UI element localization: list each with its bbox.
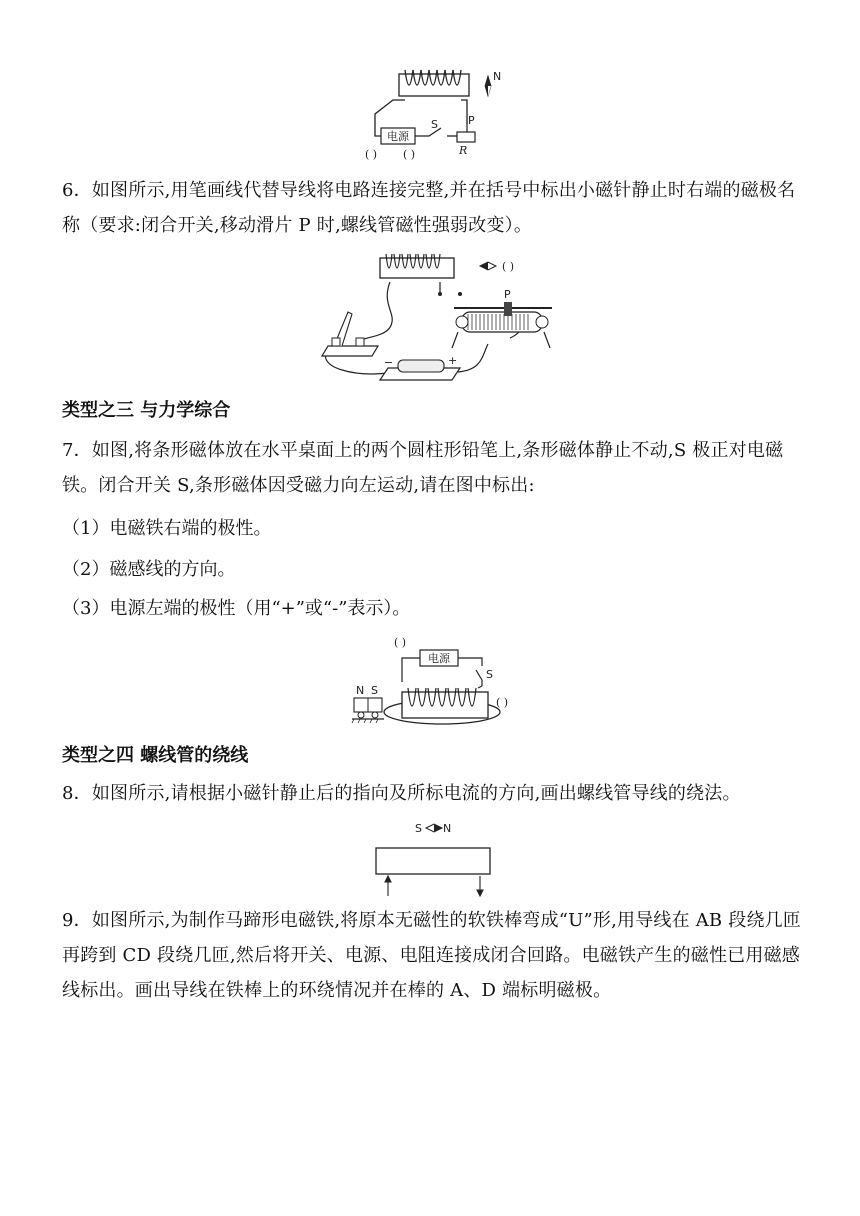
right-end-bracket: ( ) bbox=[496, 696, 509, 709]
resistor-label: R bbox=[459, 144, 468, 157]
solenoid-core bbox=[376, 848, 490, 874]
figure-q6 bbox=[312, 252, 572, 386]
section-3-heading: 类型之三 与力学综合 bbox=[62, 400, 231, 421]
current-arrows bbox=[385, 876, 483, 896]
figure-q7 bbox=[352, 634, 532, 730]
question-7-item-2: （2）磁感线的方向。 bbox=[62, 559, 236, 580]
sliding-rheostat bbox=[452, 288, 552, 348]
magnet-n-label: N bbox=[356, 684, 365, 697]
needle-bracket: ( ) bbox=[502, 260, 515, 273]
figure-q8 bbox=[374, 820, 494, 900]
rheostat-body bbox=[457, 132, 475, 142]
question-7-item-1: （1）电磁铁右端的极性。 bbox=[62, 518, 272, 539]
switch-label: S bbox=[431, 118, 438, 131]
slider-label: P bbox=[468, 114, 475, 127]
bar-magnet bbox=[352, 684, 384, 723]
needle-and-bracket bbox=[480, 260, 514, 273]
power-supply-label: 电源 bbox=[387, 130, 409, 143]
source-bracket: ( ) bbox=[394, 636, 407, 649]
question-8-text: 8．如图所示,请根据小磁针静止后的指向及所标电流的方向,画出螺线管导线的绕法。 bbox=[62, 783, 741, 804]
battery-plus: + bbox=[448, 354, 458, 367]
bracket-left: ( ) bbox=[365, 148, 378, 161]
needle-s-label: S bbox=[415, 822, 422, 835]
compass-needle bbox=[415, 822, 451, 835]
power-supply-box bbox=[381, 128, 415, 144]
battery bbox=[380, 354, 460, 380]
compass-needle bbox=[485, 70, 501, 96]
section-4-heading: 类型之四 螺线管的绕线 bbox=[62, 745, 249, 766]
question-7-text: 7．如图,将条形磁体放在水平桌面上的两个圆柱形铅笔上,条形磁体静止不动,S 极正对电磁铁。闭合开关 S,条形磁体因受磁力向左运动,请在图中标出: bbox=[62, 440, 784, 496]
switch-label: S bbox=[486, 668, 493, 681]
figure-q5 bbox=[355, 62, 515, 166]
magnet-s-label: S bbox=[371, 684, 378, 697]
battery-minus: − bbox=[384, 356, 394, 369]
bracket-right: ( ) bbox=[403, 148, 416, 161]
question-7-item-3: （3）电源左端的极性（用“+”或“-”表示）。 bbox=[62, 598, 411, 619]
power-supply-label: 电源 bbox=[428, 652, 450, 665]
north-label: N bbox=[493, 70, 502, 83]
question-6-text: 6．如图所示,用笔画线代替导线将电路连接完整,并在括号中标出小磁针静止时右端的磁极名称（要求:闭合开关,移动滑片 P 时,螺线管磁性强弱改变）。 bbox=[62, 180, 796, 236]
needle-n-label: N bbox=[443, 822, 452, 835]
knife-switch bbox=[322, 312, 378, 356]
question-9-text: 9．如图所示,为制作马蹄形电磁铁,将原本无磁性的软铁棒弯成“U”形,用导线在 AB 段绕几匝再跨到 CD 段绕几匝,然后将开关、电源、电阻连接成闭合回路。电磁铁产生的磁性已用磁感线标出。画出导线在铁棒上的环绕情况并在棒的 A、D 端标明磁极。 bbox=[62, 910, 802, 1001]
rheostat-slider-label: P bbox=[504, 288, 511, 301]
